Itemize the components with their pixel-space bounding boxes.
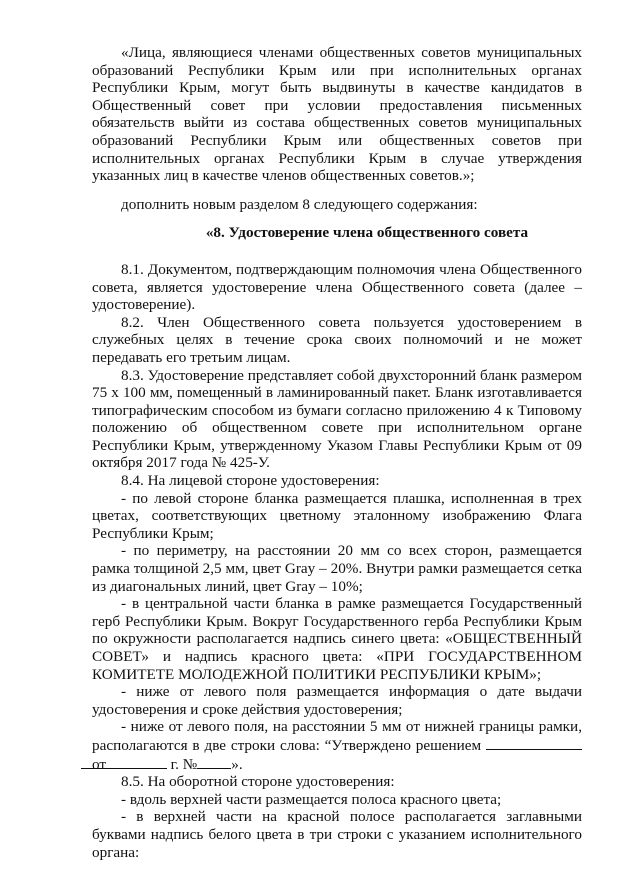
list-item-red-strip: - вдоль верхней части размещается полоса красного цвета; <box>121 790 502 808</box>
approval-text: - ниже от левого поля, на расстоянии 5 мм от нижней границы рамки, располагаются в две строки слова: “Утверждено решением <box>92 718 582 754</box>
approval-close: ». <box>231 755 243 773</box>
paragraph-8-3: 8.3. Удостоверение представляет собой двухсторонний бланк размером 75 x 100 мм, помещенный в ламинированный пакет. Бланк изготавливается типографическим способом из бумаги согласно приложению 4 к Типовому положению об общественном совете при исполнительном органе Республики Крым, утвержденному Указом Главы Республики Крым от 09 октября 2017 года № 425-У. <box>92 366 582 472</box>
approval-from: от <box>92 755 107 773</box>
list-item-coat-of-arms: - в центральной части бланка в рамке размещается Государственный герб Республики Крым. Вокруг Государственного герба Республики Крым по окружности располагается надпись синего цвета: «ОБЩЕСТВЕННЫЙ СОВЕТ» и надпись красного цвета: «ПРИ ГОСУДАРСТВЕННОМ КОМИТЕТЕ МОЛОДЕЖНОЙ ПОЛИТИКИ РЕСПУБЛИКИ КРЫМ»; <box>92 595 582 683</box>
decision-blank <box>486 736 582 750</box>
paragraph-8-5: 8.5. На оборотной стороне удостоверения: <box>121 773 395 791</box>
date-blank <box>81 755 167 769</box>
approval-number-label: г. № <box>170 755 198 773</box>
list-item-flag-strip: - по левой стороне бланка размещается плашка, исполненная в трех цветах, соответствующих цветному эталонному изображению Флага Республики Крым; <box>92 489 582 542</box>
paragraph-council-members: «Лица, являющиеся членами общественных советов муниципальных образований Республики Крым или при исполнительных органах Республики Крым, могут быть выдвинуты в качестве кандидатов в Общественный совет при условии предоставления письменных обязательств выйти из состава общественных советов муниципальных образований Республики Крым или общественных советов при исполнительных органах Республики Крым в случае утверждения указанных лиц в качестве членов общественных советов.»; <box>92 44 582 185</box>
list-item-frame: - по периметру, на расстоянии 20 мм со всех сторон, размещается рамка толщиной 2,5 мм, цвет Gray – 20%. Внутри рамки размещается сетка из диагональных линий, цвет Gray – 10%; <box>92 542 582 595</box>
paragraph-8-2: 8.2. Член Общественного совета пользуется удостоверением в служебных целях в течение срока своих полномочий и не может передавать его третьим лицам. <box>92 313 582 366</box>
list-item-white-caption: - в верхней части на красной полосе располагается заглавными буквами надпись белого цвета в три строки с указанием исполнительного органа: <box>92 808 582 861</box>
number-blank <box>197 755 231 769</box>
paragraph-add-section: дополнить новым разделом 8 следующего содержания: <box>121 195 478 213</box>
list-item-approval-line <box>92 718 582 773</box>
list-item-issue-date: - ниже от левого поля размещается информация о дате выдачи удостоверения и сроке действия удостоверения; <box>92 683 582 718</box>
paragraph-8-4: 8.4. На лицевой стороне удостоверения: <box>121 472 380 490</box>
paragraph-8-1: 8.1. Документом, подтверждающим полномочия члена Общественного совета, является удостоверение члена Общественного совета (далее – удостоверение). <box>92 260 582 314</box>
section-heading: «8. Удостоверение члена общественного совета <box>205 224 529 242</box>
